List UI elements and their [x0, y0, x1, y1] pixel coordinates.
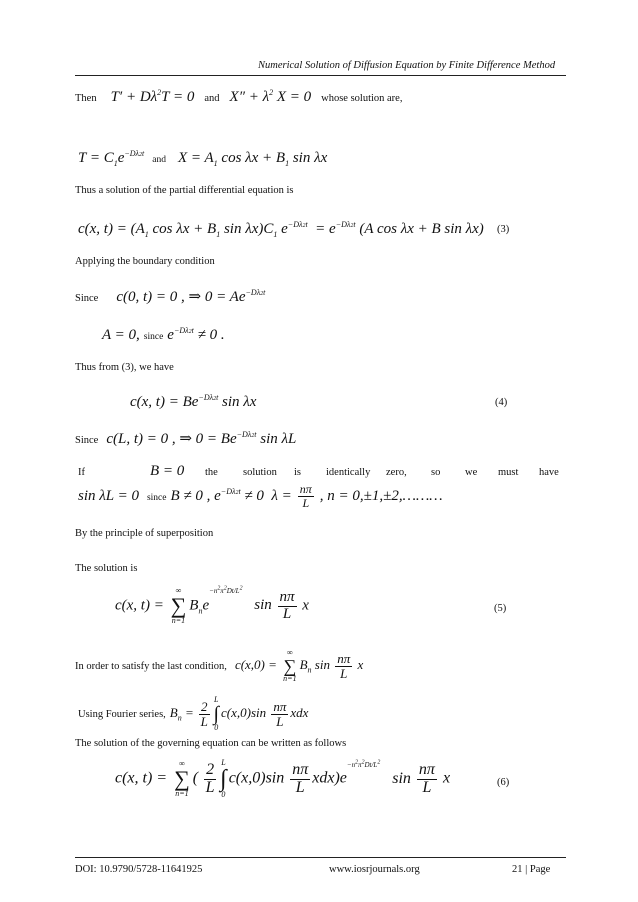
- separated-solutions: [78, 149, 327, 167]
- b-nonzero-eq: B ≠ 0 , $e^{-D\lambda 2t} \ne 0$ λ =: [170, 486, 292, 504]
- equation-3: c(x, $t) = (A_1$ $\cos \lambda x + B_1$ $\sin \lambda x)C_1$ $e^{-D\lambda 2t} = e^{-D\lambda 2t}$ (A cos λx + B sin λx): [78, 220, 484, 239]
- superposition-text: By the principle of superposition: [75, 528, 214, 539]
- and-text: and: [204, 93, 220, 104]
- fourier-text: Using Fourier series,: [78, 708, 166, 720]
- last-condition-text: In order to satisfy the last condition,: [75, 660, 227, 672]
- a-zero-eq: A = 0,: [102, 327, 140, 343]
- equation-4: c(x, $t) = Be^{-D\lambda 2t}$ sin λx: [130, 393, 257, 410]
- a-zero-line: [102, 326, 225, 344]
- bc-left-line: [75, 287, 265, 306]
- fourier-line: [78, 696, 308, 732]
- sum-symbol-ic: ∞ ∑ n=1: [283, 648, 297, 683]
- footer-page: 21 | Page: [512, 864, 551, 875]
- eigen-line: [78, 483, 443, 509]
- since-text-2: Since: [75, 435, 99, 446]
- integral-symbol-6: L ∫ 0: [220, 758, 227, 799]
- equation-5: c(x, t) = ∞ ∑ n=1 $B_ne^{-n^2\pi^2Dt/L^2}$ sin $\frac{n\pi}{L}$ x: [115, 586, 309, 625]
- word-is: is: [294, 467, 302, 478]
- two-over-l-frac: $\frac{2}{L}$: [200, 698, 208, 729]
- exp-nonzero-eq: $e^{-D\lambda 2t} \ne 0$ .: [167, 326, 225, 343]
- bn-eq: $B_n$ = $\frac{2}{L}$ L ∫ 0 c(x,0)sin $\frac{n\pi}{L}$ xdx: [169, 695, 309, 732]
- footer-site: www.iosrjournals.org: [329, 864, 420, 875]
- word-the: the: [205, 467, 218, 478]
- word-we: we: [465, 467, 478, 478]
- bc-right-eq: c(L, t) = 0 , ⇒ $0 = Be^{-D\lambda 2t}$ sin λL: [106, 430, 297, 447]
- whose-solution-text: whose solution are,: [321, 93, 403, 104]
- eq4-label: (4): [495, 397, 508, 408]
- applying-bc-text: Applying the boundary condition: [75, 256, 215, 267]
- governing-text: The solution of the governing equation can be written as follows: [75, 738, 347, 749]
- eq6-label: (6): [497, 777, 510, 788]
- b-zero-eq: B = 0: [150, 463, 185, 479]
- sum-symbol-6: ∞ ∑ n=1: [174, 759, 190, 798]
- sum-symbol: ∞ ∑ n=1: [170, 586, 187, 625]
- and-small-text: and: [152, 155, 166, 165]
- thus-from3-text: Thus from (3), we have: [75, 362, 174, 373]
- thus-solution-text: Thus a solution of the partial differential equation is: [75, 185, 294, 196]
- ode-x: $X'' + \lambda^2$ X = 0: [229, 88, 312, 105]
- initial-condition-eq: c(x,0) = ∞ ∑ n=1 $B_n$ sin $\frac{n\pi}{L}$ x: [234, 648, 364, 683]
- bc-right-line: [75, 429, 296, 448]
- running-header: Numerical Solution of Diffusion Equation by Finite Difference Method: [258, 60, 556, 71]
- eq3-label: (3): [497, 224, 510, 235]
- header-rule: [75, 75, 566, 76]
- t-solution: $T = C_1e^{-D\lambda 2t}$: [78, 149, 145, 168]
- integral-symbol: L ∫ 0: [213, 695, 219, 732]
- then-text: Then: [75, 93, 97, 104]
- since-small-text: since: [143, 332, 164, 342]
- footer-doi: DOI: 10.9790/5728-11641925: [75, 864, 203, 875]
- word-must: must: [498, 467, 519, 478]
- footer-rule: [75, 857, 566, 858]
- npi-over-l-frac-5: $\frac{n\pi}{L}$: [279, 588, 295, 622]
- npi-over-l-frac-6b: $\frac{n\pi}{L}$: [418, 760, 435, 796]
- word-solution: solution: [243, 467, 277, 478]
- eq5-label: (5): [494, 603, 507, 614]
- npi-over-l-frac-bn: $\frac{n\pi}{L}$: [273, 698, 287, 729]
- bc-left-eq: c(0, t) = 0 , ⇒ $0 = Ae^{-D\lambda 2t}$: [116, 288, 266, 305]
- word-zero: zero,: [386, 467, 407, 478]
- npi-over-l-frac-6a: $\frac{n\pi}{L}$: [292, 760, 309, 796]
- solution-is-text: The solution is: [75, 563, 138, 574]
- word-have: have: [539, 467, 559, 478]
- since-text: Since: [75, 293, 99, 304]
- equation-6: c(x, t) = ∞ ∑ n=1 ( $\frac{2}{L}$ L ∫ 0 c(x,0)sin $\frac{n\pi}{L}$ $xdx)e^{-n^2\pi^2Dt/L^2}$ sin $\frac{n\pi}{L}$ x: [115, 758, 451, 799]
- ode-t: $T' + D\lambda^2T = 0$: [110, 88, 195, 105]
- n-values-eq: , n = 0,±1,±2,………: [319, 487, 443, 504]
- ode-line: [75, 88, 402, 106]
- last-condition-line: [75, 649, 363, 683]
- two-over-l-frac-6: $\frac{2}{L}$: [205, 760, 215, 796]
- word-identically: identically: [326, 467, 371, 478]
- npi-over-l-frac-ic: $\frac{n\pi}{L}$: [337, 650, 351, 681]
- npi-over-l-frac: $\frac{n\pi}{L}$: [299, 482, 312, 510]
- sin-zero-eq: sin λL = 0: [78, 487, 139, 504]
- x-solution: $X = A_1$ $\cos \lambda x + B_1$ sin λx: [177, 150, 328, 168]
- word-so: so: [431, 467, 441, 478]
- since-small-text-2: since: [146, 492, 167, 503]
- if-word: If: [78, 467, 85, 478]
